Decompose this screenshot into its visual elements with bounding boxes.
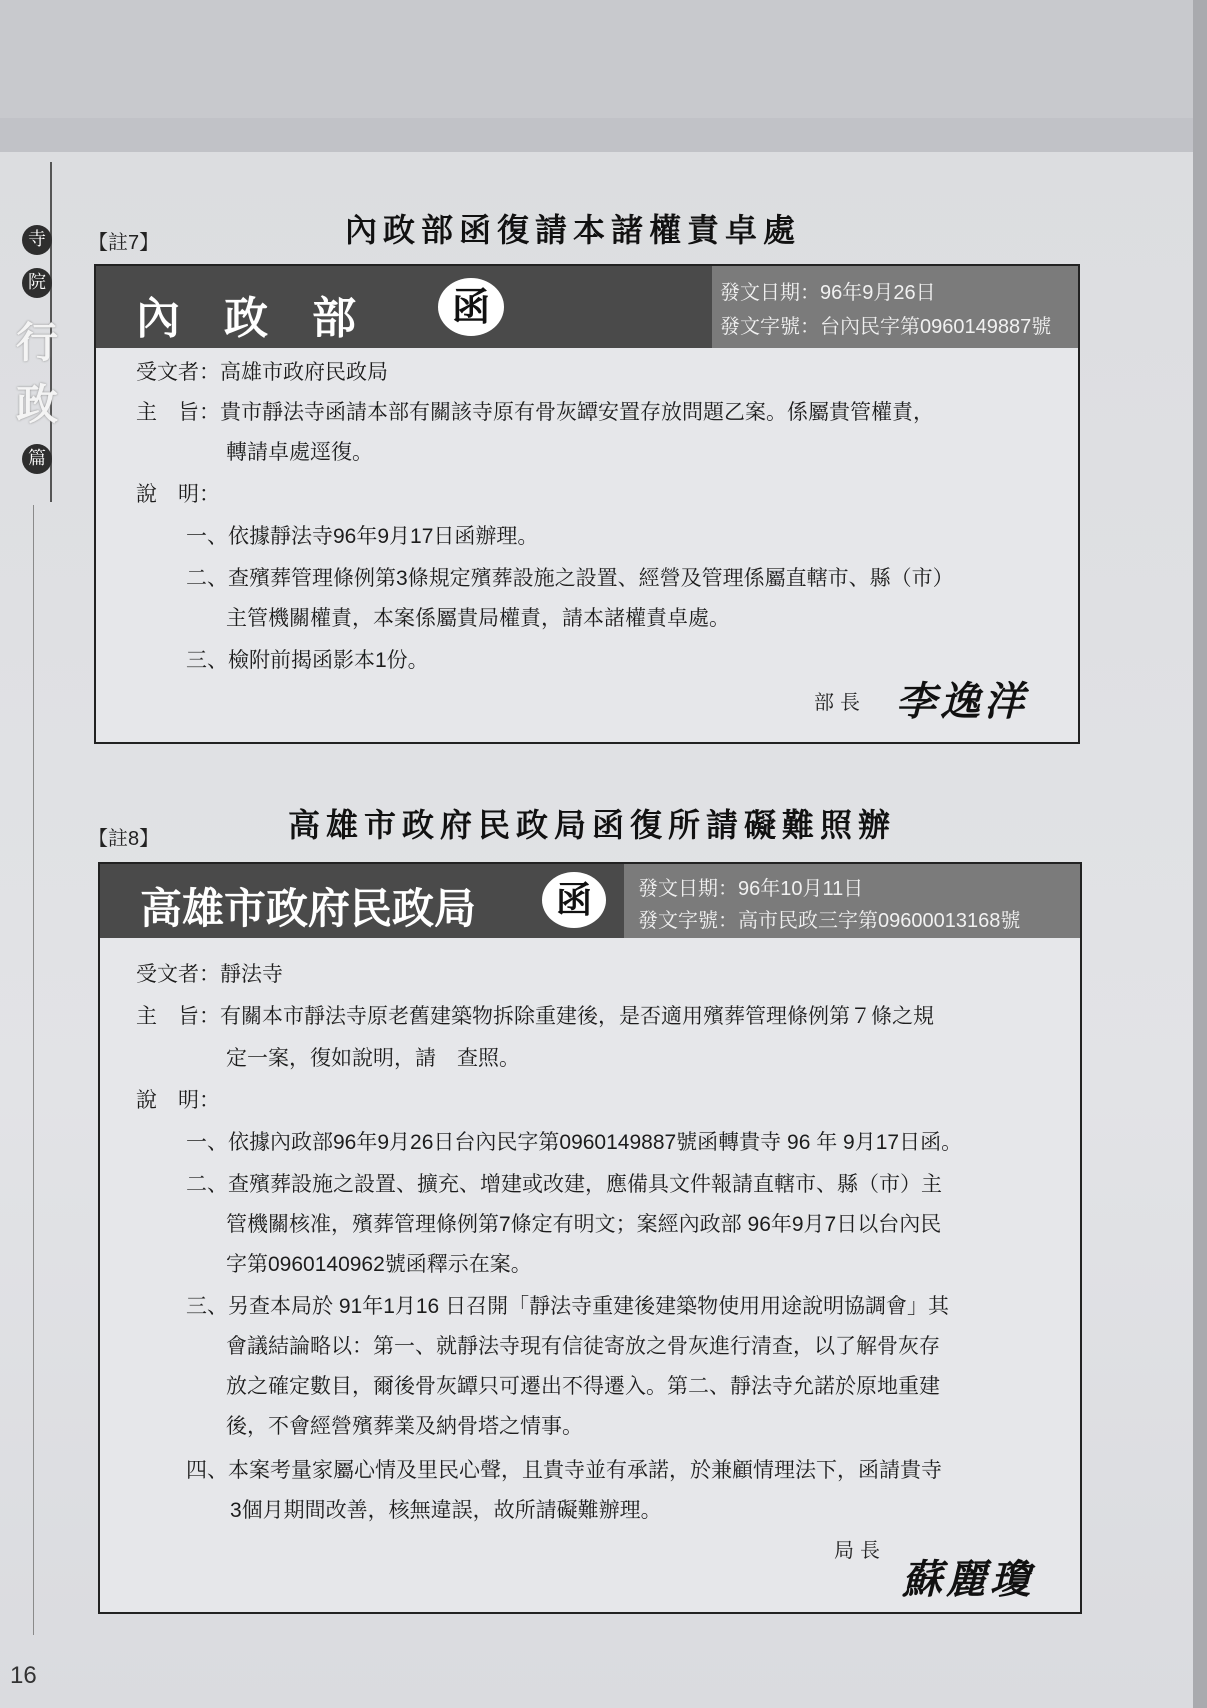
note7-title: 內政部函復請本諸權責卓處 — [345, 211, 802, 249]
note8-signature-name: 蘇麗瓊 — [902, 1556, 1034, 1603]
note7-item-3: 三、檢附前揭函影本1份。 — [186, 649, 429, 672]
note8-signature-title: 局長 — [834, 1538, 886, 1562]
note7-tag: 【註7】 — [88, 232, 160, 254]
note8-item-2: 二、查殯葬設施之設置、擴充、增建或改建，應備具文件報請直轄市、縣（市）主 — [186, 1173, 942, 1196]
note8-tag: 【註8】 — [88, 828, 160, 850]
page-right-edge — [1193, 0, 1207, 1708]
page-top-band-lower — [0, 118, 1207, 152]
note7-recipient: 受文者：高雄市政府民政局 — [136, 361, 388, 384]
note7-han-badge: 函 — [438, 278, 504, 336]
note7-item-1: 一、依據靜法寺96年9月17日函辦理。 — [186, 525, 539, 548]
note8-item-3-cont-3: 後，不會經營殯葬業及納骨塔之情事。 — [226, 1415, 583, 1438]
page-number: 16 — [10, 1662, 37, 1689]
note7-signature-name: 李逸洋 — [896, 678, 1028, 725]
note8-subject-line-1: 主 旨：有關本市靜法寺原老舊建築物拆除重建後，是否適用殯葬管理條例第７條之規 — [136, 1005, 934, 1028]
note7-item-2: 二、查殯葬管理條例第3條規定殯葬設施之設置、經營及管理係屬直轄市、縣（市） — [186, 567, 954, 590]
note8-explain-label: 說 明： — [136, 1089, 220, 1112]
note7-header — [96, 266, 1078, 348]
note7-explain-label: 說 明： — [136, 483, 220, 506]
note7-item-2-cont: 主管機關權責，本案係屬貴局權責，請本諸權責卓處。 — [226, 607, 730, 630]
note8-subject-line-2: 定一案，復如說明，請 查照。 — [226, 1047, 520, 1070]
note7-org: 內 政 部 — [136, 293, 356, 344]
note8-org: 高雄市政府民政局 — [140, 884, 477, 933]
note8-item-4-cont: 3個月期間改善，核無違誤，故所請礙難辦理。 — [230, 1499, 662, 1522]
side-tab-big-char-2: 政 — [16, 380, 59, 429]
page-top-band — [0, 0, 1207, 118]
note7-document — [94, 264, 1080, 744]
note7-date: 發文日期：96年9月26日 — [720, 282, 936, 304]
note7-subject-line-1: 主 旨：貴市靜法寺函請本部有關該寺原有骨灰罈安置存放問題乙案。係屬貴管權責， — [136, 401, 934, 424]
note7-signature-title: 部長 — [814, 690, 866, 714]
note8-title: 高雄市政府民政局函復所請礙難照辦 — [288, 806, 897, 844]
side-tab-char-2: 院 — [22, 268, 52, 298]
margin-line — [33, 505, 34, 1635]
note8-item-1: 一、依據內政部96年9月26日台內民字第0960149887號函轉貴寺 96 年 9月17日函。 — [186, 1131, 963, 1154]
note8-item-3-cont-2: 放之確定數目，爾後骨灰罈只可遷出不得遷入。第二、靜法寺允諾於原地重建 — [226, 1375, 940, 1398]
note7-meta — [712, 266, 1078, 348]
note8-date: 發文日期：96年10月11日 — [638, 878, 864, 900]
note8-meta — [624, 864, 1080, 938]
note8-item-3: 三、另查本局於 91年1月16 日召開「靜法寺重建後建築物使用用途說明協調會」其 — [186, 1295, 950, 1318]
note8-item-4: 四、本案考量家屬心情及里民心聲，且貴寺並有承諾，於兼顧情理法下，函請貴寺 — [186, 1459, 942, 1482]
side-tab-char-3: 篇 — [22, 444, 52, 474]
note8-header — [100, 864, 1080, 938]
note8-recipient: 受文者：靜法寺 — [136, 963, 283, 986]
note8-item-2-cont-1: 管機關核准，殯葬管理條例第7條定有明文；案經內政部 96年9月7日以台內民 — [226, 1213, 942, 1236]
note8-document — [98, 862, 1082, 1614]
note8-ref: 發文字號：高市民政三字第09600013168號 — [638, 910, 1021, 932]
note7-ref: 發文字號：台內民字第0960149887號 — [720, 316, 1052, 338]
note7-subject-line-2: 轉請卓處逕復。 — [226, 441, 373, 464]
side-tab-char-1: 寺 — [22, 225, 52, 255]
note8-item-3-cont-1: 會議結論略以：第一、就靜法寺現有信徒寄放之骨灰進行清查，以了解骨灰存 — [226, 1335, 940, 1358]
note8-item-2-cont-2: 字第0960140962號函釋示在案。 — [226, 1253, 532, 1276]
note8-han-badge: 函 — [542, 872, 606, 928]
side-tab-big-char-1: 行 — [16, 318, 59, 367]
